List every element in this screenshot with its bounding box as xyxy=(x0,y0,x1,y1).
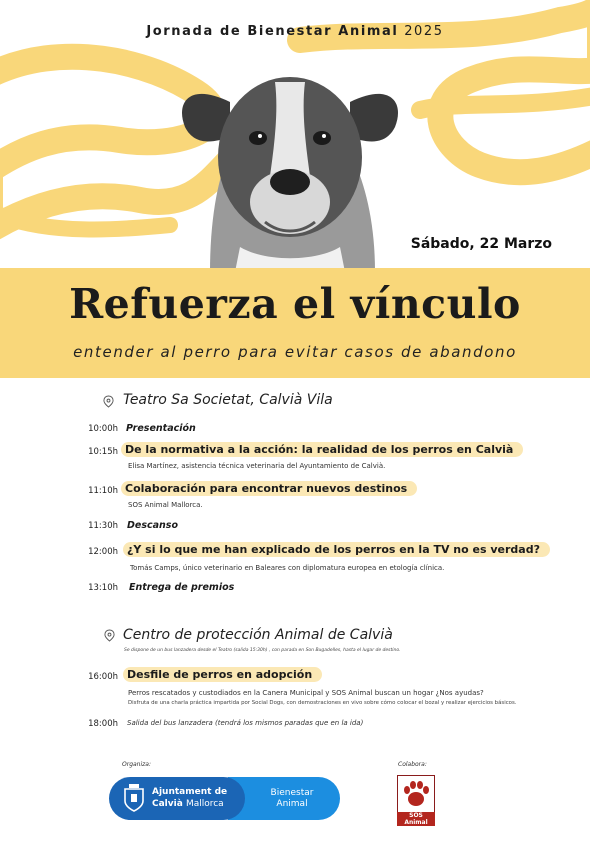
calvia-word: Calvià xyxy=(152,799,183,809)
ajuntament-text xyxy=(152,786,227,810)
colabora-label: Colabora: xyxy=(398,761,427,768)
program-item-title xyxy=(121,482,417,495)
speaker-line: SOS Animal Mallorca. xyxy=(128,501,203,509)
location-pin-icon xyxy=(104,629,115,642)
ajuntament-line-2 xyxy=(152,798,227,810)
bienestar-line-2: Animal xyxy=(276,799,308,809)
talk-title-highlight: Desfile de perros en adopción xyxy=(123,667,322,682)
program-item-title: Descanso xyxy=(127,520,178,531)
program-item-title xyxy=(121,443,523,456)
dog-photo xyxy=(170,62,410,272)
time-label: 10:15h xyxy=(88,447,118,457)
description-line: Perros rescatados y custodiados en la Canera Municipal y SOS Animal buscan un hogar ¿Nos ayudas? xyxy=(128,689,484,697)
time-label: 12:00h xyxy=(88,547,118,557)
program-item-title xyxy=(123,543,550,556)
bienestar-text xyxy=(262,788,322,810)
event-name: Jornada de Bienestar Animal xyxy=(146,24,399,39)
time-label: 10:00h xyxy=(88,424,118,434)
time-label: 16:00h xyxy=(88,672,118,682)
event-header xyxy=(0,24,590,39)
sos-animal-label: SOS Animal xyxy=(397,812,435,826)
venue-1-name: Teatro Sa Societat, Calvià Vila xyxy=(123,392,333,408)
time-label: 18:00h xyxy=(88,719,118,729)
program-item-title xyxy=(123,668,322,681)
time-label: 13:10h xyxy=(88,583,118,593)
speaker-line: Elisa Martínez, asistencia técnica veterinaria del Ayuntamiento de Calvià. xyxy=(128,462,386,470)
event-year: 2025 xyxy=(404,24,444,39)
time-label: 11:10h xyxy=(88,486,118,496)
program-item-title: Entrega de premios xyxy=(129,582,235,593)
talk-title-highlight: Colaboración para encontrar nuevos destinos xyxy=(121,481,417,496)
ajuntament-line-1: Ajuntament de xyxy=(152,787,228,797)
page-subtitle: entender al perro para evitar casos de abandono xyxy=(73,343,517,361)
page-title: Refuerza el vínculo xyxy=(69,280,521,328)
venue-2-name: Centro de protección Animal de Calvià xyxy=(123,627,393,643)
mallorca-word: Mallorca xyxy=(185,799,224,809)
organiza-label: Organiza: xyxy=(122,761,151,768)
paw-icon xyxy=(401,779,431,809)
location-pin-icon xyxy=(103,395,114,408)
program-item-title: Salida del bus lanzadera (tendrá los mismos paradas que en la ida) xyxy=(127,719,364,727)
talk-title-highlight: De la normativa a la acción: la realidad de los perros en Calvià xyxy=(121,442,523,457)
description-line-2: Disfruta de una charla práctica impartida por Social Dogs, con demostraciones en vivo sobre cómo colocar el bozal y realizar ejercicios básicos. xyxy=(128,700,517,706)
program-item-title: Presentación xyxy=(126,423,196,434)
talk-title-highlight: ¿Y si lo que me han explicado de los perros en la TV no es verdad? xyxy=(123,542,550,557)
shuttle-note: Se dispone de un bus lanzadera desde el Teatro (salida 15:30h) , con parada en Son Bugadelles, hasta el lugar de destino. xyxy=(124,648,401,653)
speaker-line: Tomás Camps, único veterinario en Baleares con diplomatura europea en etología clínica. xyxy=(130,564,445,572)
bienestar-line-1: Bienestar xyxy=(270,788,314,798)
time-label: 11:30h xyxy=(88,521,118,531)
event-date: Sábado, 22 Marzo xyxy=(410,236,552,252)
crest-icon xyxy=(122,783,146,813)
